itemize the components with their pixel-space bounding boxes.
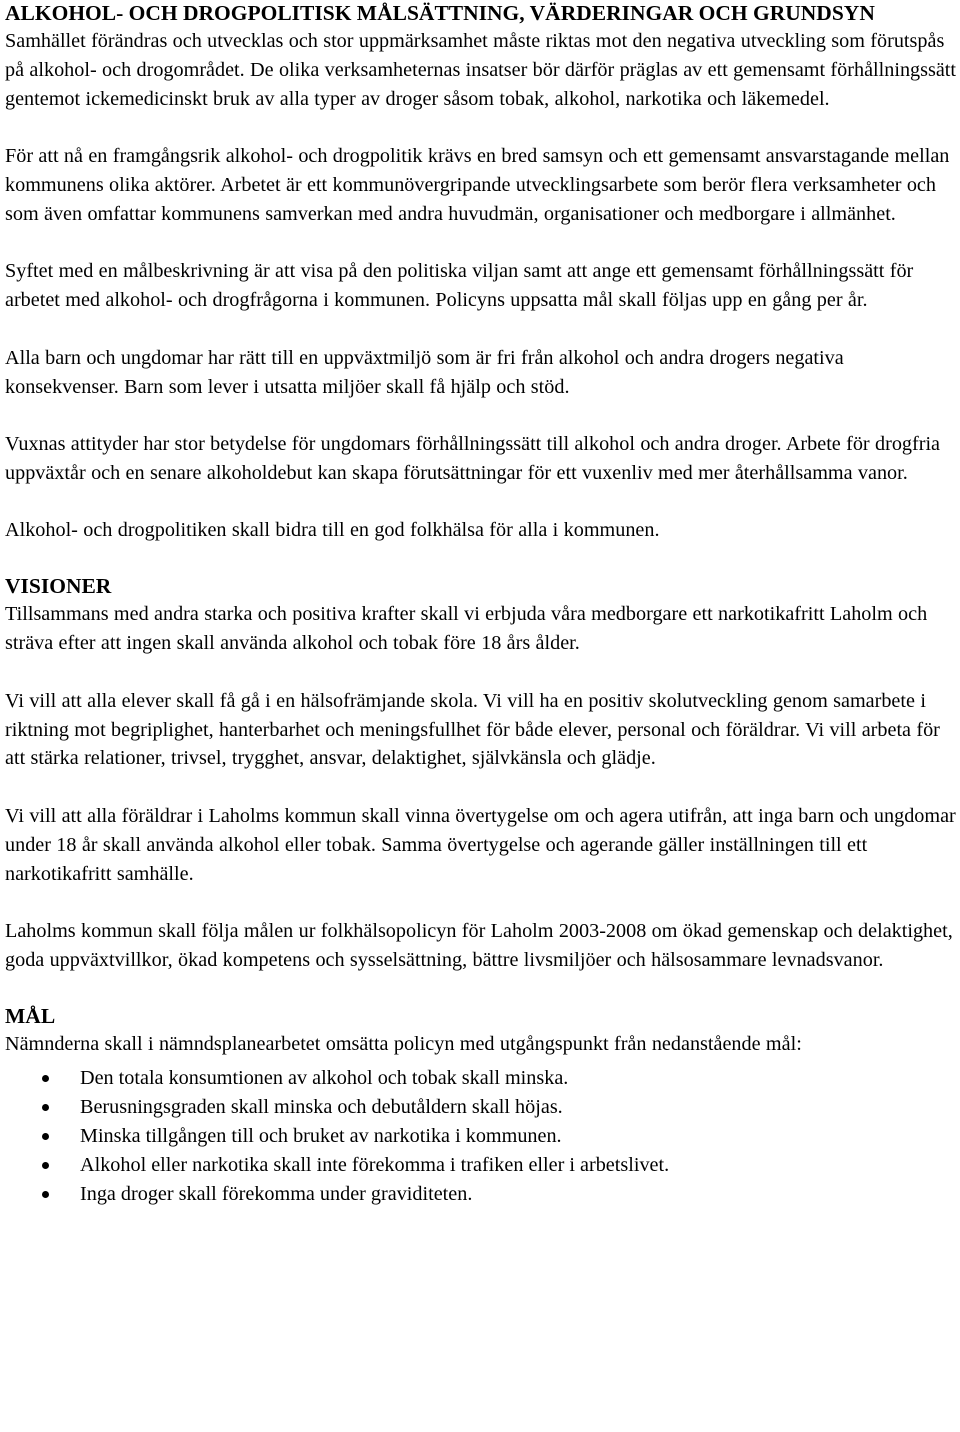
mal-heading: MÅL	[5, 1003, 56, 1028]
vision-paragraph: Vi vill att alla elever skall få gå i en hälsofrämjande skola. Vi vill ha en positiv skolutveckling genom samarbete i riktning mot begriplighet, hanterbarhet och meningsfullhet för både elever, personal och föräldrar. Vi vill arbeta för att stärka relationer, trivsel, trygghet, ansvar, delaktighet, självkänsla och glädje.	[5, 689, 940, 770]
bullet-icon	[42, 1104, 49, 1111]
goal-text: Berusningsgraden skall minska och debutåldern skall höjas.	[80, 1095, 563, 1118]
visioner-heading: VISIONER	[5, 574, 112, 599]
bullet-icon	[42, 1133, 49, 1140]
goal-text: Alkohol eller narkotika skall inte förekomma i trafiken eller i arbetslivet.	[80, 1153, 670, 1176]
goal-text: Den totala konsumtionen av alkohol och tobak skall minska.	[80, 1066, 569, 1089]
vision-paragraph: Vi vill att alla föräldrar i Laholms kommun skall vinna övertygelse om och agera utifrån, att inga barn och ungdomar under 18 år skall använda alkohol eller tobak. Samma övertygelse och agerande gäller inställningen till ett narkotikafritt samhälle.	[5, 804, 956, 885]
goal-text: Inga droger skall förekomma under graviditeten.	[80, 1182, 473, 1205]
bullet-icon	[42, 1162, 49, 1169]
goal-item	[5, 1093, 960, 1122]
goal-item	[5, 1180, 960, 1209]
goals-list	[5, 1064, 960, 1209]
goal-item	[5, 1122, 960, 1151]
goal-text: Minska tillgången till och bruket av narkotika i kommunen.	[80, 1124, 562, 1147]
intro-paragraph: Samhället förändras och utvecklas och stor uppmärksamhet måste riktas mot den negativa utveckling som förutspås på alkohol- och drogområdet. De olika verksamheternas insatser bör därför präglas av ett gemensamt förhållningssätt gentemot ickemedicinskt bruk av alla typer av droger såsom tobak, alkohol, narkotika och läkemedel.	[5, 30, 957, 110]
bullet-icon	[42, 1191, 49, 1198]
goal-item	[5, 1151, 960, 1180]
vision-paragraph: Laholms kommun skall följa målen ur folkhälsopolicyn för Laholm 2003-2008 om ökad gemenskap och delaktighet, goda uppväxtvillkor, ökad kompetens och sysselsättning, bättre livsmiljöer och hälsosammare levnadsvanor.	[5, 920, 953, 971]
intro-paragraph: Alla barn och ungdomar har rätt till en uppväxtmiljö som är fri från alkohol och andra drogers negativa konsekvenser. Barn som lever i utsatta miljöer skall få hjälp och stöd.	[5, 346, 844, 398]
mal-intro: Nämnderna skall i nämndsplanearbetet omsätta policyn med utgångspunkt från nedanstående mål:	[5, 1032, 802, 1055]
document-title: ALKOHOL- OCH DROGPOLITISK MÅLSÄTTNING, VÄRDERINGAR OCH GRUNDSYN	[5, 1, 875, 25]
intro-paragraph: För att nå en framgångsrik alkohol- och drogpolitik krävs en bred samsyn och ett gemensamt ansvarstagande mellan kommunens olika aktörer. Arbetet är ett kommunövergripande utvecklingsarbete som berör flera verksamheter och som även omfattar kommunens samverkan med andra huvudmän, organisationer och medborgare i allmänhet.	[5, 145, 950, 226]
goal-item	[5, 1064, 960, 1093]
bullet-icon	[42, 1075, 49, 1082]
intro-paragraph: Vuxnas attityder har stor betydelse för ungdomars förhållningssätt till alkohol och andra droger. Arbete för drogfria uppväxtår och en senare alkoholdebut kan skapa förutsättningar för ett vuxenliv med mer återhållsamma vanor.	[5, 433, 941, 484]
intro-paragraph: Syftet med en målbeskrivning är att visa på den politiska viljan samt att ange ett gemensamt förhållningssätt för arbetet med alkohol- och drogfrågorna i kommunen. Policyns uppsatta mål skall följas upp en gång per år.	[5, 260, 914, 312]
vision-paragraph: Tillsammans med andra starka och positiva krafter skall vi erbjuda våra medborgare ett narkotikafritt Laholm och sträva efter att ingen skall använda alkohol och tobak före 18 års ålder.	[5, 603, 928, 655]
intro-paragraph: Alkohol- och drogpolitiken skall bidra till en god folkhälsa för alla i kommunen.	[5, 519, 660, 542]
